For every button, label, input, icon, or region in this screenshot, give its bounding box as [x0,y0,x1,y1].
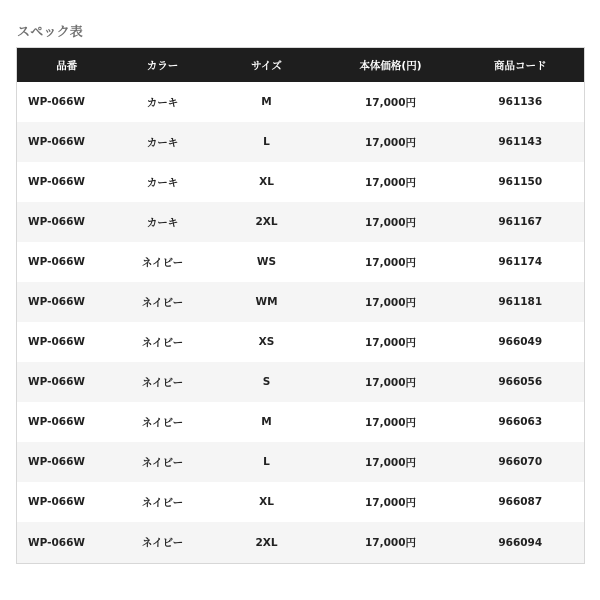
table-row [17,362,585,402]
table-row [17,522,585,564]
cell-part-number: WP-066W [17,522,117,564]
cell-part-number: WP-066W [17,242,117,282]
cell-part-number: WP-066W [17,362,117,402]
cell-product-code: 961150 [457,162,585,202]
cell-size: XL [209,162,325,202]
table-row [17,402,585,442]
cell-color: カーキ [117,82,209,122]
cell-part-number: WP-066W [17,162,117,202]
cell-price: 17,000円 [325,122,457,162]
header-product-code: 商品コード [457,48,585,83]
table-row [17,282,585,322]
cell-size: XS [209,322,325,362]
cell-color: カーキ [117,122,209,162]
cell-part-number: WP-066W [17,282,117,322]
spec-table [16,47,585,564]
cell-size: S [209,362,325,402]
cell-part-number: WP-066W [17,202,117,242]
cell-size: L [209,442,325,482]
cell-color: カーキ [117,162,209,202]
header-part-number: 品番 [17,48,117,83]
cell-product-code: 966094 [457,522,585,564]
cell-product-code: 966056 [457,362,585,402]
cell-color: ネイビー [117,522,209,564]
cell-product-code: 961181 [457,282,585,322]
cell-part-number: WP-066W [17,322,117,362]
table-row [17,122,585,162]
cell-size: WS [209,242,325,282]
table-row [17,322,585,362]
cell-price: 17,000円 [325,482,457,522]
cell-color: ネイビー [117,322,209,362]
header-color: カラー [117,48,209,83]
cell-size: 2XL [209,202,325,242]
cell-price: 17,000円 [325,522,457,564]
cell-color: カーキ [117,202,209,242]
table-row [17,162,585,202]
cell-price: 17,000円 [325,282,457,322]
cell-product-code: 966063 [457,402,585,442]
header-price: 本体価格(円) [325,48,457,83]
cell-color: ネイビー [117,482,209,522]
table-row [17,482,585,522]
cell-size: XL [209,482,325,522]
cell-size: M [209,82,325,122]
table-body [17,82,585,564]
table-row [17,202,585,242]
cell-part-number: WP-066W [17,82,117,122]
cell-color: ネイビー [117,442,209,482]
table-row [17,442,585,482]
page-title: スペック表 [17,25,84,40]
cell-part-number: WP-066W [17,402,117,442]
cell-size: WM [209,282,325,322]
cell-color: ネイビー [117,402,209,442]
cell-price: 17,000円 [325,362,457,402]
cell-product-code: 966087 [457,482,585,522]
cell-color: ネイビー [117,242,209,282]
cell-price: 17,000円 [325,402,457,442]
cell-size: M [209,402,325,442]
cell-product-code: 966049 [457,322,585,362]
table-row [17,242,585,282]
cell-part-number: WP-066W [17,482,117,522]
cell-price: 17,000円 [325,162,457,202]
cell-price: 17,000円 [325,322,457,362]
cell-size: L [209,122,325,162]
cell-product-code: 961167 [457,202,585,242]
cell-product-code: 966070 [457,442,585,482]
header-size: サイズ [209,48,325,83]
cell-color: ネイビー [117,362,209,402]
cell-size: 2XL [209,522,325,564]
table-header-row [17,48,585,83]
cell-product-code: 961143 [457,122,585,162]
cell-price: 17,000円 [325,202,457,242]
cell-price: 17,000円 [325,242,457,282]
cell-product-code: 961174 [457,242,585,282]
cell-color: ネイビー [117,282,209,322]
table-row [17,82,585,122]
cell-product-code: 961136 [457,82,585,122]
cell-part-number: WP-066W [17,442,117,482]
cell-price: 17,000円 [325,82,457,122]
cell-part-number: WP-066W [17,122,117,162]
cell-price: 17,000円 [325,442,457,482]
